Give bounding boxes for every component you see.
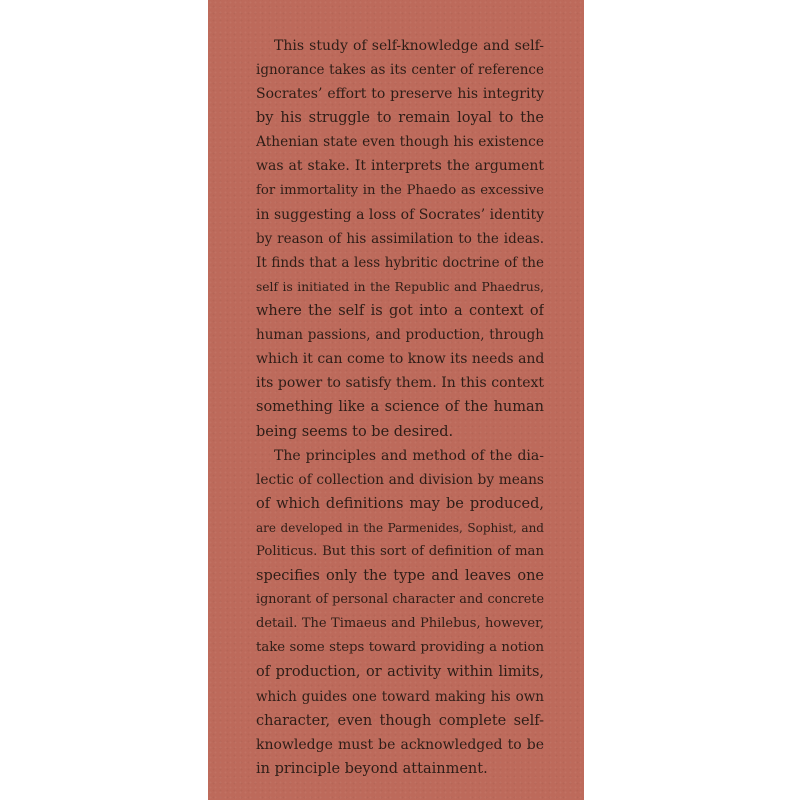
text-line: being seems to be desired. bbox=[256, 423, 454, 440]
text-line: where the self is got into a context of bbox=[256, 303, 544, 320]
text-line: take some steps toward providing a notion bbox=[256, 640, 544, 656]
text-line: ignorance takes as its center of reference bbox=[256, 62, 544, 79]
text-line: specifies only the type and leaves one bbox=[256, 568, 544, 585]
text-line: of production, or activity within limits, bbox=[256, 664, 544, 681]
text-line: was at stake. It interprets the argument bbox=[256, 158, 544, 175]
paragraph-2 bbox=[256, 444, 544, 781]
text-line: The principles and method of the dia- bbox=[274, 447, 544, 464]
text-line: by reason of his assimilation to the ideas. bbox=[256, 230, 544, 247]
text-line: Socrates’ effort to preserve his integrity bbox=[256, 86, 544, 103]
text-line: in suggesting a loss of Socrates’ identity bbox=[256, 206, 544, 223]
text-line: character, even though complete self- bbox=[256, 712, 544, 729]
text-line: for immortality in the Phaedo as excessive bbox=[256, 182, 544, 198]
text-line: ignorant of personal character and concrete bbox=[256, 592, 544, 608]
text-line: This study of self-knowledge and self- bbox=[274, 38, 544, 54]
paragraph-1 bbox=[256, 34, 544, 444]
text-line: of which definitions may be produced, bbox=[256, 495, 544, 512]
text-line: are developed in the Parmenides, Sophist, and bbox=[256, 520, 544, 535]
book-jacket-flap bbox=[208, 0, 584, 800]
text-line: Athenian state even though his existence bbox=[256, 134, 544, 151]
text-line: detail. The Timaeus and Philebus, however, bbox=[256, 616, 544, 632]
text-line: lectic of collection and division by means bbox=[256, 471, 544, 488]
text-line: which it can come to know its needs and bbox=[256, 351, 544, 368]
text-line: its power to satisfy them. In this context bbox=[256, 375, 544, 392]
text-line: which guides one toward making his own bbox=[256, 688, 544, 705]
text-line: It finds that a less hybritic doctrine of the bbox=[256, 254, 544, 271]
text-line: human passions, and production, through bbox=[256, 327, 544, 344]
text-line: something like a science of the human bbox=[256, 399, 544, 416]
text-line: in principle beyond attainment. bbox=[256, 760, 488, 777]
text-line: Politicus. But this sort of definition of man bbox=[256, 543, 544, 559]
text-line: knowledge must be acknowledged to be bbox=[256, 736, 544, 753]
text-line: self is initiated in the Republic and Phaedrus, bbox=[256, 279, 544, 294]
flap-text bbox=[256, 34, 544, 781]
text-line: by his struggle to remain loyal to the bbox=[256, 110, 544, 127]
